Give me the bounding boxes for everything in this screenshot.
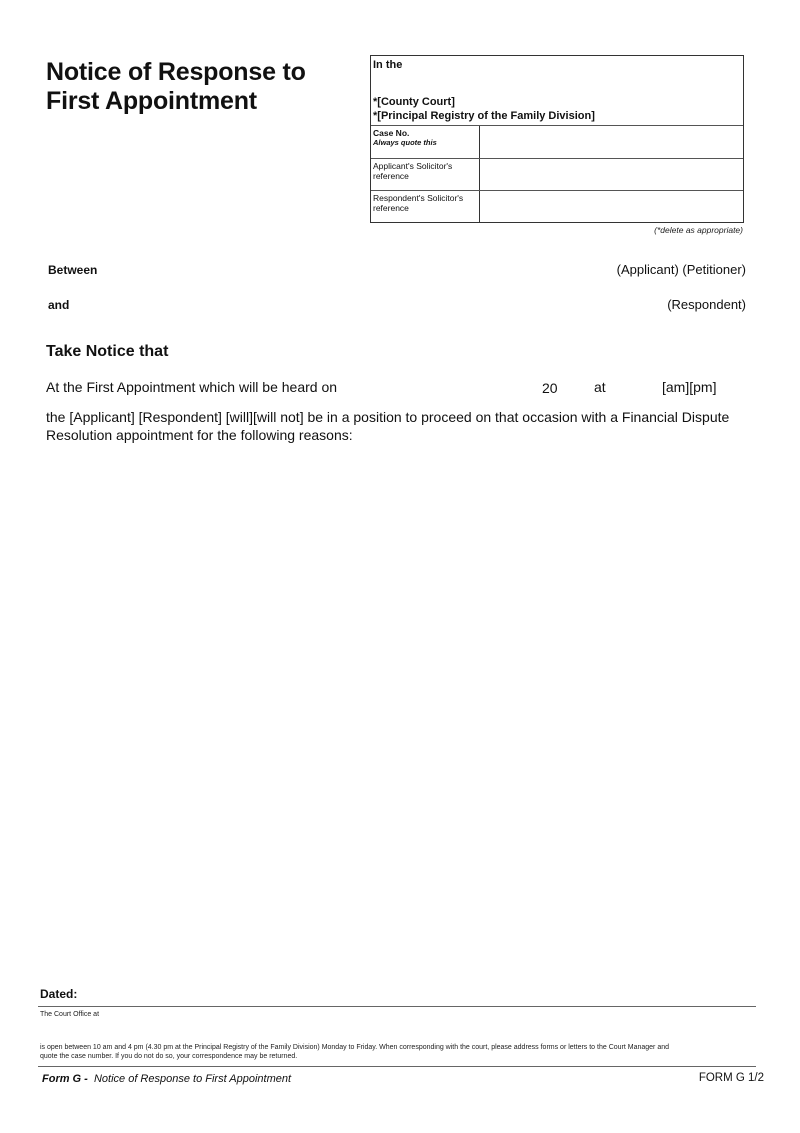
court-office-text: The Court Office at — [40, 1011, 100, 1018]
respondent-role: (Respondent) — [667, 297, 746, 312]
form-name-bold: Form G - — [42, 1073, 88, 1085]
delete-note: (*delete as appropriate) — [654, 225, 743, 235]
applicant-role: (Applicant) (Petitioner) — [616, 262, 746, 277]
hearing-at: at — [594, 379, 606, 395]
form-name-text: Notice of Response to First Appointment — [93, 1073, 292, 1085]
respondent-solicitor-ref-row — [371, 190, 743, 223]
court-option-principal-registry: *[Principal Registry of the Family Division] — [373, 110, 595, 122]
form-name — [42, 1073, 291, 1085]
office-hours-line-1: is open between 10 am and 4 pm (4.30 pm at the Principal Registry of the Family Division) Monday to Friday. When corresponding with the court, please address forms or letters to the Court Manager and — [40, 1044, 670, 1051]
divider-bottom — [38, 1066, 756, 1067]
applicant-solicitor-ref-field[interactable] — [479, 159, 744, 191]
applicant-solicitor-ref-label: Applicant's Solicitor's reference — [373, 161, 453, 181]
respondent-solicitor-ref-field[interactable] — [479, 191, 744, 223]
reasons-area[interactable] — [46, 450, 756, 975]
court-details-box — [370, 55, 744, 223]
office-hours-line-2: quote the case number. If you do not do so, your correspondence may be returned. — [40, 1053, 298, 1060]
hearing-ampm: [am][pm] — [662, 379, 717, 395]
title-line-2: First Appointment — [46, 87, 257, 115]
form-code: FORM G 1/2 — [698, 1072, 764, 1084]
case-number-row — [371, 125, 743, 158]
title-line-1: Notice of Response to — [46, 58, 306, 86]
case-number-label: Case No. — [373, 128, 410, 138]
divider-top — [38, 1006, 756, 1007]
dated-label: Dated: — [40, 987, 78, 1001]
case-number-sublabel: Always quote this — [373, 138, 437, 147]
and-label: and — [48, 298, 70, 312]
hearing-year: 20 — [542, 380, 558, 396]
take-notice-heading: Take Notice that — [46, 343, 169, 360]
hearing-date-text: At the First Appointment which will be heard on — [46, 379, 338, 395]
between-label: Between — [48, 263, 98, 277]
case-number-field[interactable] — [479, 126, 744, 158]
court-option-county: *[County Court] — [373, 96, 455, 108]
respondent-solicitor-ref-label: Respondent's Solicitor's reference — [373, 193, 464, 213]
in-the-label: In the — [373, 59, 403, 71]
form-title — [46, 58, 306, 116]
reasons-paragraph-line-2: Resolution appointment for the following reasons: — [46, 427, 353, 443]
reasons-paragraph-line-1: the [Applicant] [Respondent] [will][will not] be in a position to proceed on that occasion with a Financial Dispute — [46, 409, 730, 425]
applicant-solicitor-ref-row — [371, 158, 743, 191]
